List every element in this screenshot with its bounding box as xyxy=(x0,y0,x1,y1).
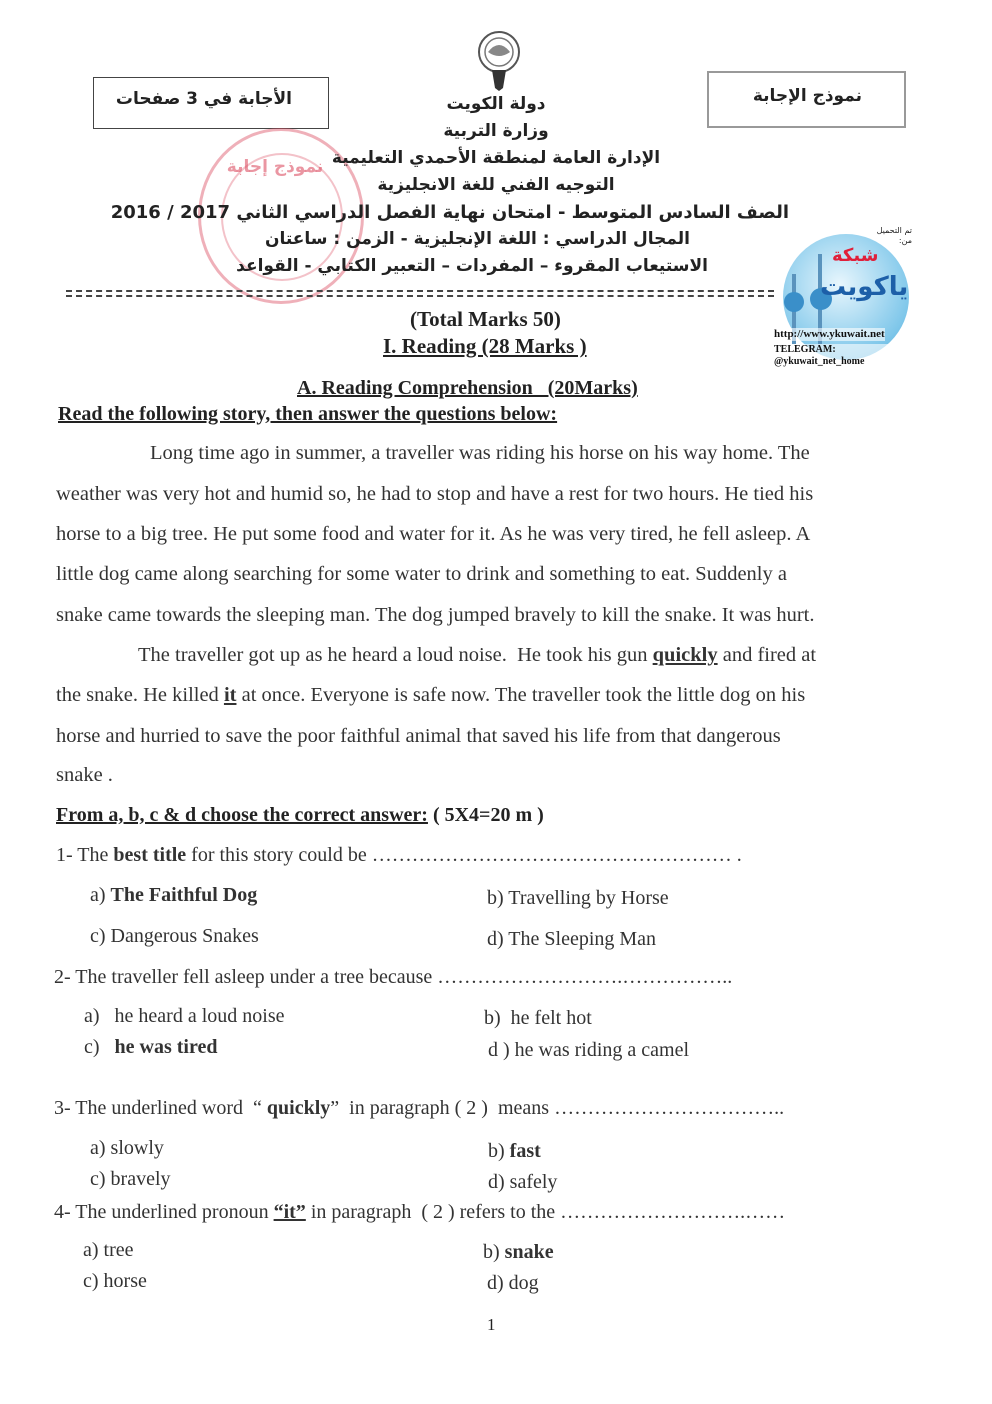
underlined-word-quickly: quickly xyxy=(652,644,718,666)
q2-option-c[interactable] xyxy=(84,1036,218,1059)
q4-option-b[interactable] xyxy=(483,1241,554,1264)
logo-downloaded-text: تم التحميل من: xyxy=(876,226,912,245)
header-directorate: الإدارة العامة لمنطقة الأحمدي التعليمية xyxy=(331,148,661,168)
text-segment: quickly xyxy=(266,1097,331,1119)
underlined-word-it: it xyxy=(223,684,237,706)
story-text: The traveller got up as he heard a loud noise. He took his gun xyxy=(138,644,653,666)
story-line: snake came towards the sleeping man. The dog jumped bravely to kill the snake. It was hurt. xyxy=(56,604,815,626)
q3-option-c[interactable]: c) bravely xyxy=(90,1168,171,1190)
story-line xyxy=(56,684,805,708)
tower-ball-icon xyxy=(784,292,804,312)
total-marks: (Total Marks 50) xyxy=(410,307,561,331)
q1-option-a[interactable] xyxy=(90,884,257,907)
answer-pages-text: الأجابة في 3 صفحات xyxy=(115,89,292,109)
story-line: horse to a big tree. He put some food and water for it. As he was very tired, he fell asleep. A xyxy=(56,523,811,545)
header-subject: المجال الدراسي : اللغة الإنجليزية - الزمن : ساعتان xyxy=(264,229,690,249)
text-segment: “it” xyxy=(273,1201,306,1223)
q2-option-a[interactable]: a) he heard a loud noise xyxy=(84,1005,285,1027)
text-segment: snake xyxy=(504,1241,554,1263)
story-line: horse and hurried to save the poor faithful animal that saved his life from that dangerous xyxy=(56,725,781,747)
story-line: Long time ago in summer, a traveller was riding his horse on his way home. The xyxy=(150,442,810,464)
text-segment: The Faithful Dog xyxy=(110,884,258,906)
text-segment: fast xyxy=(509,1140,541,1162)
question-2: 2- The traveller fell asleep under a tree because ……………………….…………….. xyxy=(54,966,733,988)
ykuwait-logo xyxy=(774,226,912,367)
text-segment: ” in paragraph ( 2 ) means …………………………….. xyxy=(330,1097,785,1119)
story-text: the snake. He killed xyxy=(56,684,224,706)
answer-model-text: نموذج الإجابة xyxy=(752,86,862,106)
q2-option-d[interactable]: d ) he was riding a camel xyxy=(488,1039,690,1061)
story-line: little dog came along searching for some water to drink and something to eat. Suddenly a xyxy=(56,563,787,585)
header-ministry: وزارة التربية xyxy=(443,121,549,141)
text-segment: a) xyxy=(90,884,111,906)
text-segment: 4- The underlined pronoun xyxy=(54,1201,274,1223)
stamp-text: نموذج إجابة xyxy=(226,157,324,177)
q3-option-b[interactable] xyxy=(488,1140,541,1163)
question-1 xyxy=(56,844,742,867)
q2-option-b[interactable]: b) he felt hot xyxy=(484,1007,592,1029)
text-segment: c) xyxy=(84,1036,115,1058)
story-line: weather was very hot and humid so, he had to stop and have a rest for two hours. He tied his xyxy=(56,483,814,505)
text-segment: 3- The underlined word “ xyxy=(54,1097,267,1119)
choose-instruction xyxy=(56,804,544,827)
story-text: and fired at xyxy=(717,644,817,666)
q3-option-d[interactable]: d) safely xyxy=(488,1171,558,1193)
q1-option-b[interactable]: b) Travelling by Horse xyxy=(487,887,669,909)
logo-url-link[interactable]: http://www.ykuwait.net xyxy=(774,328,885,340)
section-title: I. Reading (28 Marks ) xyxy=(383,334,587,358)
q4-option-d[interactable]: d) dog xyxy=(487,1272,539,1294)
header-country: دولة الكويت xyxy=(446,94,546,114)
story-line xyxy=(138,644,816,668)
q4-option-c[interactable]: c) horse xyxy=(83,1270,147,1292)
part-title: A. Reading Comprehension (20Marks) xyxy=(297,377,638,399)
instruction: Read the following story, then answer the questions below: xyxy=(58,403,558,425)
logo-name-text: ياكويت xyxy=(820,272,909,302)
kuwait-emblem-icon xyxy=(470,30,528,92)
text-segment: for this story could be ……………………………………………… . xyxy=(186,844,742,866)
q1-option-d[interactable]: d) The Sleeping Man xyxy=(487,928,657,950)
page-number: 1 xyxy=(487,1315,496,1334)
q1-option-c[interactable]: c) Dangerous Snakes xyxy=(90,925,259,947)
text-segment: in paragraph ( 2 ) refers to the ……………………….…… xyxy=(305,1201,786,1223)
question-3 xyxy=(54,1097,784,1120)
text-segment: b) xyxy=(488,1140,510,1162)
header-divider xyxy=(66,290,774,297)
header-supervision: التوجيه الفني للغة الانجليزية xyxy=(377,175,615,195)
choose-marks: ( 5X4=20 m ) xyxy=(427,804,544,826)
question-4 xyxy=(54,1201,785,1224)
logo-telegram-text: TELEGRAM: @ykuwait_net_home xyxy=(774,344,912,368)
q3-option-a[interactable]: a) slowly xyxy=(90,1137,164,1159)
text-segment: he was tired xyxy=(114,1036,218,1058)
logo-network-text: شبكة xyxy=(832,245,879,266)
story-line: snake . xyxy=(56,764,113,786)
text-segment: best title xyxy=(113,844,187,866)
text-segment: b) xyxy=(483,1241,505,1263)
choose-label: From a, b, c & d choose the correct answer: xyxy=(56,804,428,826)
header-skills: الاستيعاب المقروء – المفردات – التعبير الكتابي - القواعد xyxy=(236,256,708,276)
q4-option-a[interactable]: a) tree xyxy=(83,1239,134,1261)
text-segment: 1- The xyxy=(56,844,114,866)
header-exam: الصف السادس المتوسط - امتحان نهاية الفصل الدراسي الثاني 2017 / 2016 xyxy=(110,202,789,223)
story-text: at once. Everyone is safe now. The traveller took the little dog on his xyxy=(236,684,806,706)
